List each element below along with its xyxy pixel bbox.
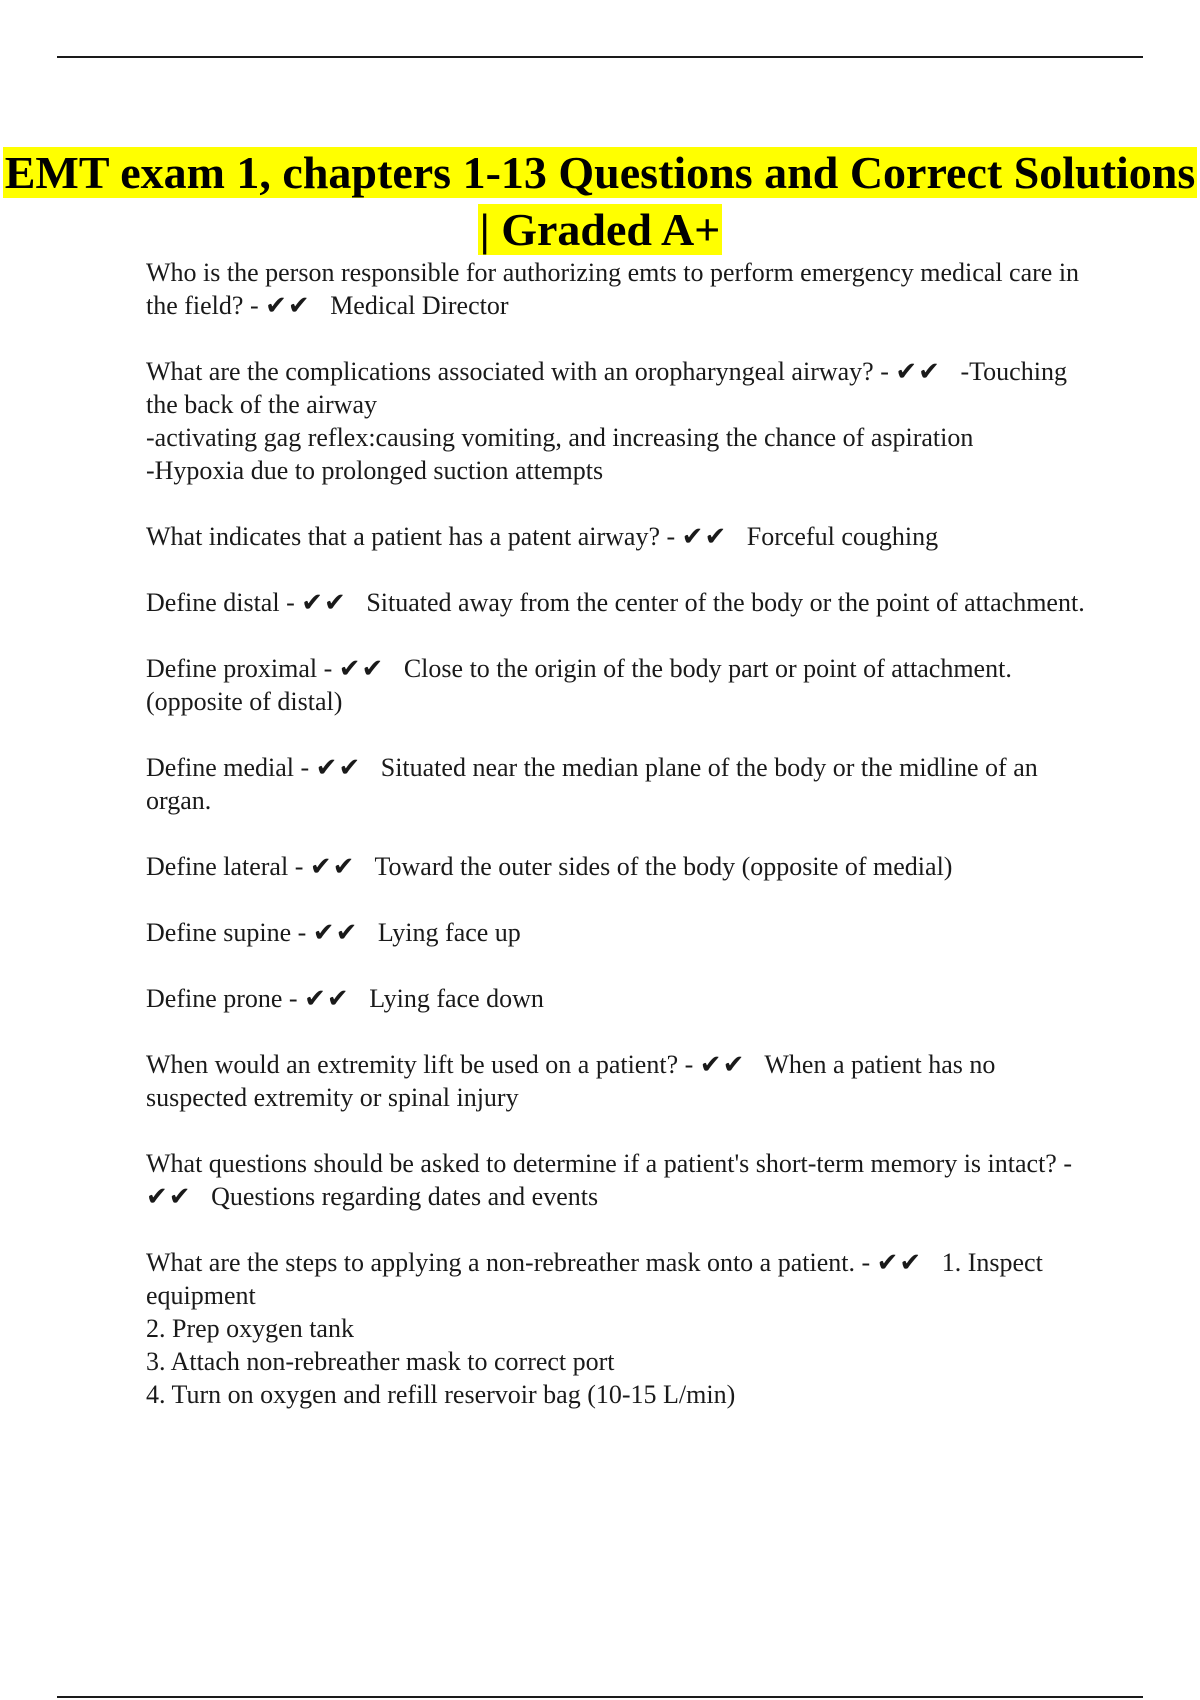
double-check-icon: ✔✔: [304, 984, 350, 1013]
qa-first-line: [146, 916, 1096, 949]
qa-first-line: [146, 1147, 1096, 1213]
double-check-icon: ✔✔: [338, 654, 385, 683]
double-check-icon: ✔✔: [146, 1182, 192, 1211]
answer-text: Lying face up: [377, 918, 521, 947]
qa-first-line: [146, 982, 1096, 1015]
double-check-icon: ✔✔: [312, 918, 359, 947]
qa-item: [146, 586, 1096, 619]
answer-text: Medical Director: [330, 291, 509, 320]
double-check-icon: ✔✔: [895, 357, 941, 386]
answer-text: Toward the outer sides of the body (opposite of medial): [374, 852, 953, 881]
qa-item: [146, 355, 1096, 487]
qa-item: [146, 520, 1096, 553]
question-text: Who is the person responsible for authorizing emts to perform emergency medical care in the field? -: [146, 258, 1086, 320]
answer-text: -Touching the back of the airway: [146, 357, 1074, 419]
qa-first-line: [146, 355, 1096, 421]
qa-first-line: [146, 520, 1096, 553]
qa-item: [146, 982, 1096, 1015]
question-text: Define medial -: [146, 753, 316, 782]
answer-text: Close to the origin of the body part or point of attachment. (opposite of distal): [146, 654, 1019, 716]
qa-item: [146, 652, 1096, 718]
answer-text: Situated away from the center of the body or the point of attachment.: [366, 588, 1085, 617]
question-text: What indicates that a patient has a patent airway? -: [146, 522, 682, 551]
question-text: Define prone -: [146, 984, 305, 1013]
qa-item: [146, 256, 1096, 322]
qa-first-line: [146, 586, 1096, 619]
double-check-icon: ✔✔: [699, 1050, 746, 1079]
answer-text: Forceful coughing: [746, 522, 939, 551]
double-check-icon: ✔✔: [681, 522, 728, 551]
answer-line: 3. Attach non-rebreather mask to correct port: [146, 1347, 615, 1376]
question-text: What are the steps to applying a non-rebreather mask onto a patient. -: [146, 1248, 877, 1277]
question-text: When would an extremity lift be used on a patient? -: [146, 1050, 700, 1079]
double-check-icon: ✔✔: [265, 291, 311, 320]
qa-item: [146, 1246, 1096, 1411]
question-text: Define lateral -: [146, 852, 310, 881]
answer-text: Questions regarding dates and events: [211, 1182, 599, 1211]
answer-line: 2. Prep oxygen tank: [146, 1314, 354, 1343]
question-text: Define proximal -: [146, 654, 339, 683]
double-check-icon: ✔✔: [309, 852, 356, 881]
answer-text: Situated near the median plane of the body or the midline of an organ.: [146, 753, 1045, 815]
qa-first-line: [146, 751, 1096, 817]
bottom-rule: [57, 1696, 1143, 1698]
question-text: What are the complications associated with an oropharyngeal airway? -: [146, 357, 896, 386]
qa-item: [146, 1147, 1096, 1213]
double-check-icon: ✔✔: [876, 1248, 923, 1277]
title-block: [0, 144, 1200, 258]
question-text: Define distal -: [146, 588, 302, 617]
qa-first-line: [146, 652, 1096, 718]
qa-item: [146, 850, 1096, 883]
question-text: What questions should be asked to determine if a patient's short-term memory is intact? -: [146, 1149, 1079, 1178]
qa-first-line: [146, 1048, 1096, 1114]
answer-text: 1. Inspect equipment: [146, 1248, 1050, 1310]
question-text: Define supine -: [146, 918, 313, 947]
qa-first-line: [146, 850, 1096, 883]
answer-text: Lying face down: [369, 984, 544, 1013]
qa-item: [146, 916, 1096, 949]
top-rule: [57, 56, 1143, 58]
double-check-icon: ✔✔: [301, 588, 347, 617]
qa-item: [146, 1048, 1096, 1114]
answer-line: -activating gag reflex:causing vomiting, and increasing the chance of aspiration: [146, 423, 974, 452]
answer-line: -Hypoxia due to prolonged suction attempts: [146, 456, 604, 485]
qa-item: [146, 751, 1096, 817]
page-title: EMT exam 1, chapters 1-13 Questions and Correct Solutions | Graded A+: [4, 147, 1196, 255]
answer-text: When a patient has no suspected extremity or spinal injury: [146, 1050, 1002, 1112]
qa-first-line: [146, 256, 1096, 322]
double-check-icon: ✔✔: [315, 753, 362, 782]
qa-list: [146, 256, 1096, 1444]
qa-first-line: [146, 1246, 1096, 1312]
answer-line: 4. Turn on oxygen and refill reservoir bag (10-15 L/min): [146, 1380, 736, 1409]
